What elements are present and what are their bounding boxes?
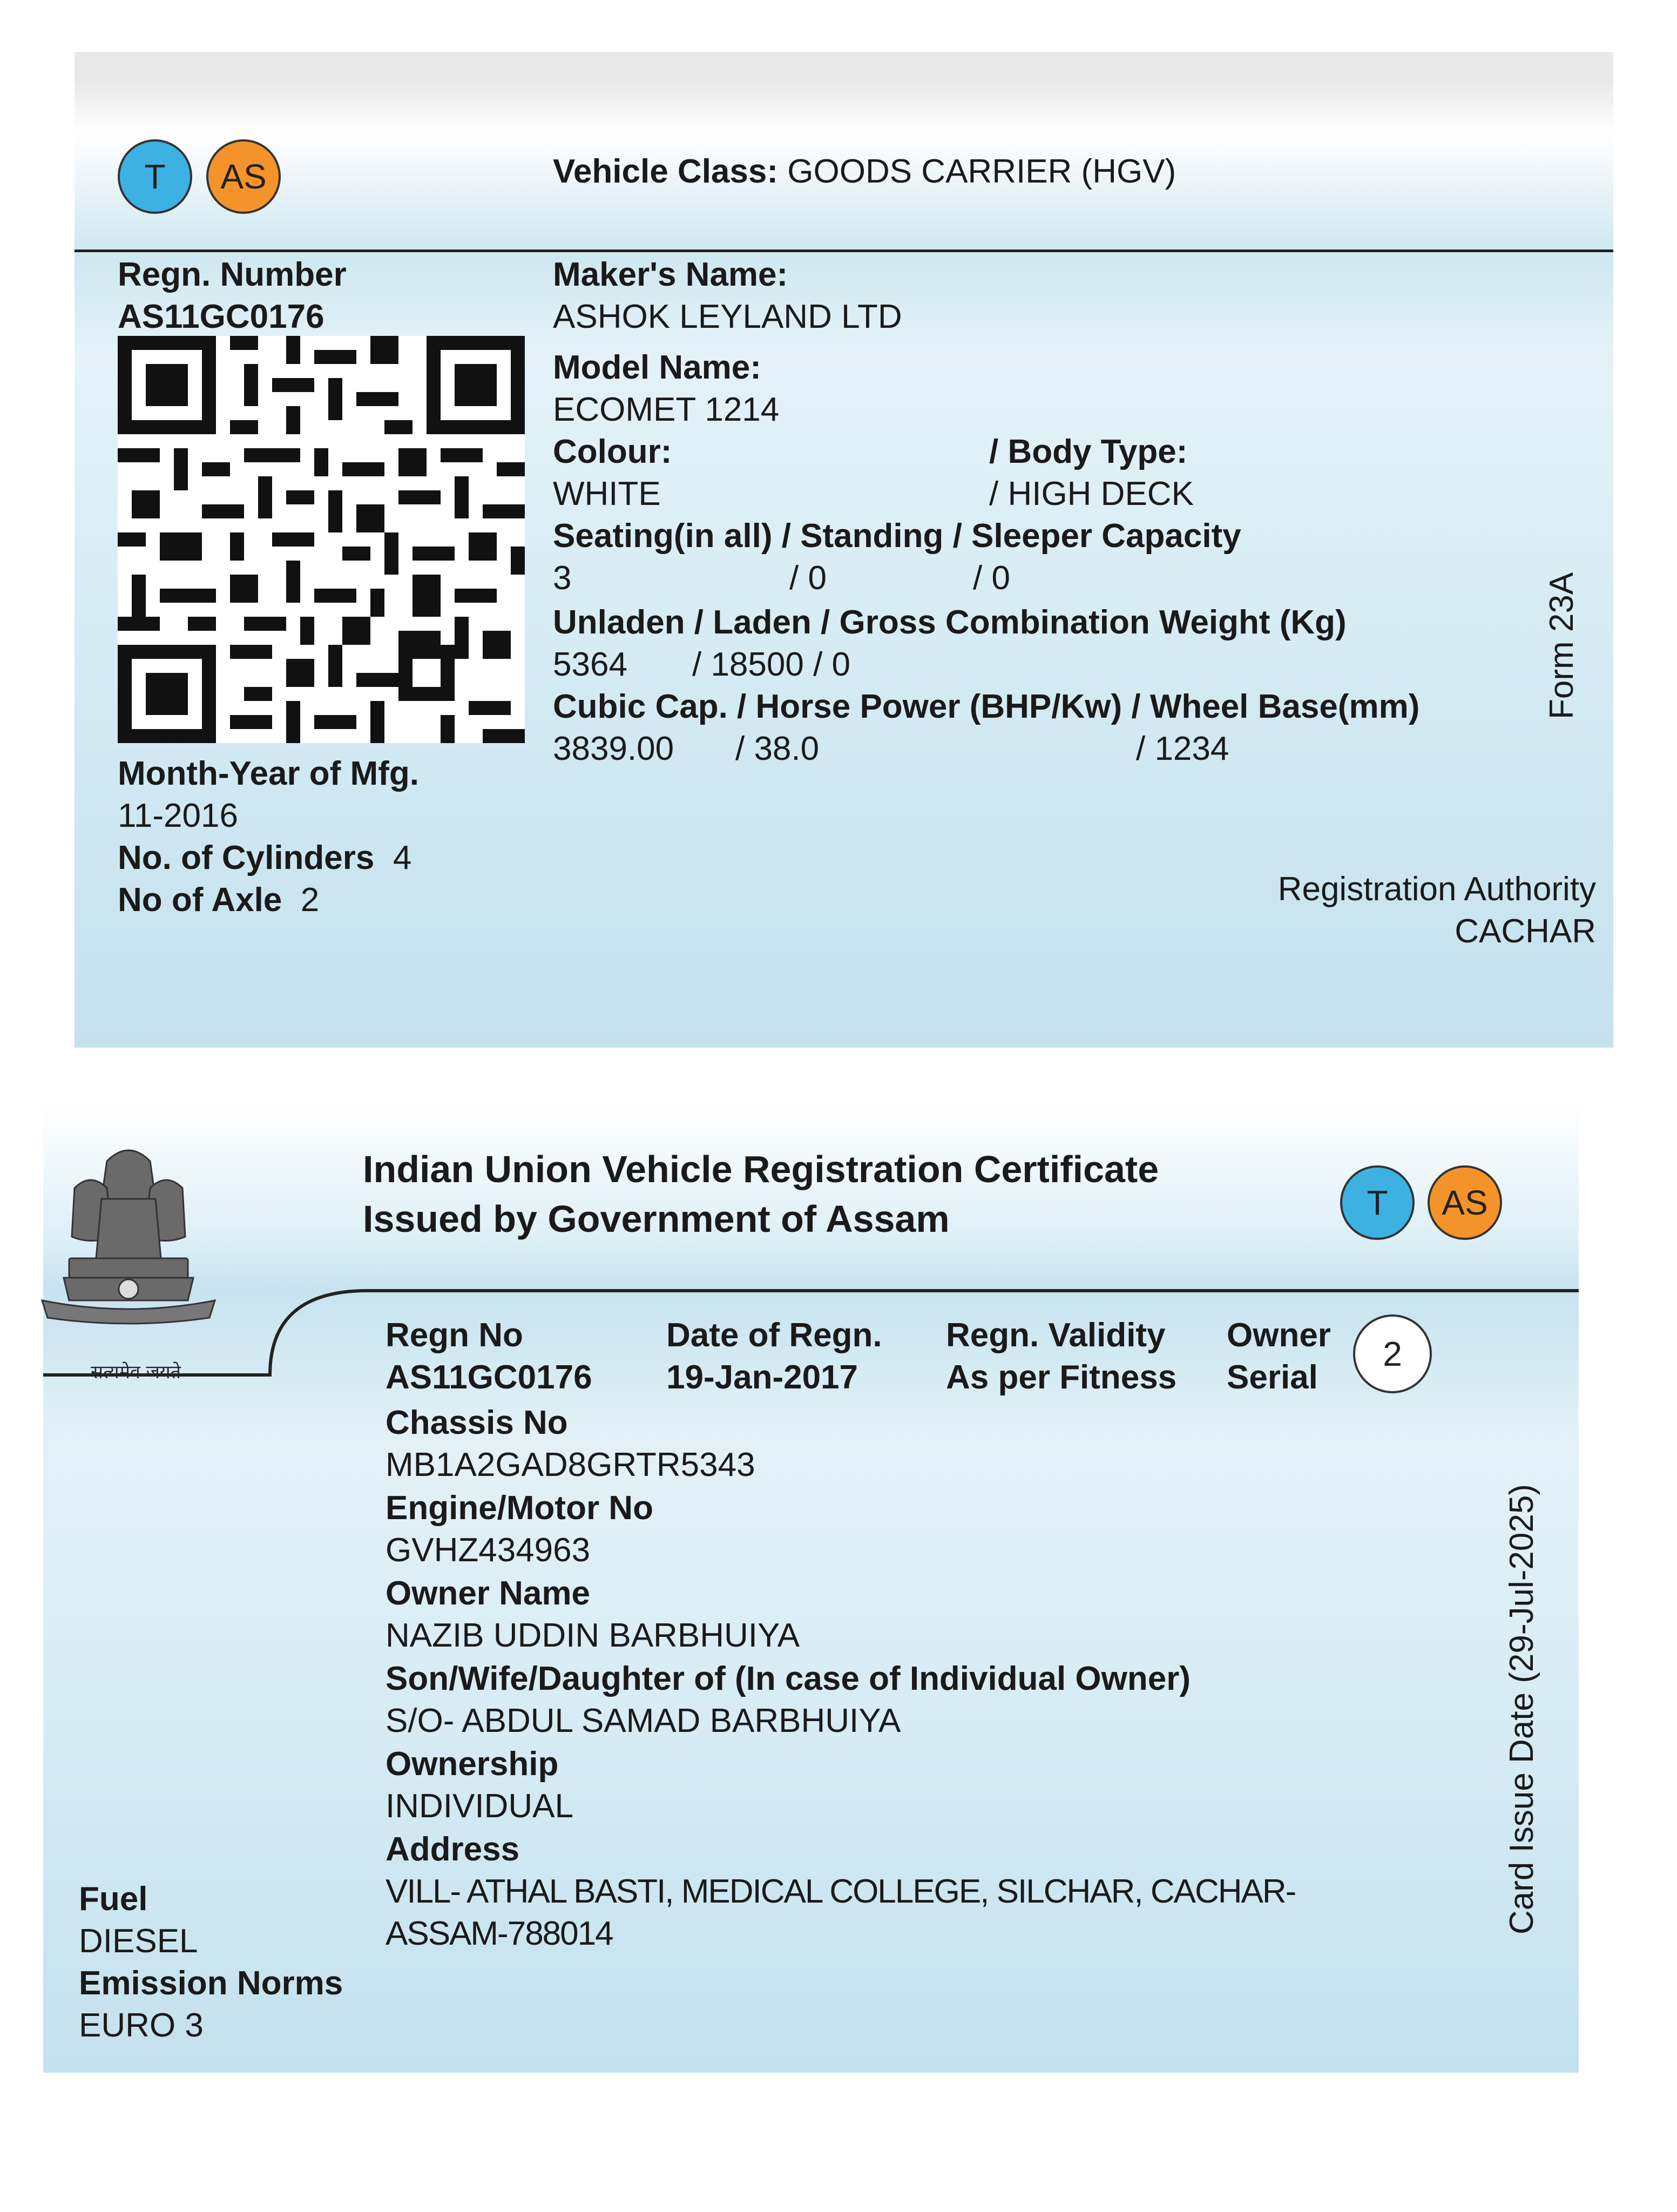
address-label: Address (386, 1831, 520, 1868)
emission-label: Emission Norms (79, 1965, 343, 2002)
owner-serial-label-line1: Owner (1227, 1317, 1331, 1354)
vehicle-class (553, 152, 1176, 191)
model-name-label: Model Name: (553, 349, 761, 386)
standing-value: / 0 (789, 559, 827, 597)
regn-validity-label: Regn. Validity (946, 1317, 1166, 1354)
owner-serial-value: 2 (1353, 1314, 1432, 1393)
makers-name-value: ASHOK LEYLAND LTD (553, 298, 902, 335)
regn-number-value: AS11GC0176 (118, 298, 324, 335)
ownership-value: INDIVIDUAL (386, 1788, 573, 1825)
qr-code (118, 336, 525, 743)
badge-as: AS (1428, 1165, 1502, 1240)
vehicle-class-value: GOODS CARRIER (HGV) (787, 153, 1176, 190)
fuel-label: Fuel (79, 1880, 148, 1918)
engine-label: Engine/Motor No (386, 1489, 653, 1527)
emblem-motto: सत्यमेव जयते (91, 1361, 181, 1383)
cylinders-row (118, 841, 411, 875)
fuel-value: DIESEL (79, 1923, 198, 1960)
owner-serial-label-line2: Serial (1227, 1359, 1318, 1396)
header-divider (75, 249, 1613, 252)
body-type-label: / Body Type: (989, 433, 1188, 470)
cylinders-value: 4 (393, 839, 412, 876)
ownership-label: Ownership (386, 1745, 559, 1783)
registration-authority-value: CACHAR (1455, 913, 1596, 950)
horse-power-value: / 38.0 (735, 730, 820, 767)
cubic-cap-value: 3839.00 (553, 730, 674, 767)
owner-name-value: NAZIB UDDIN BARBHUIYA (386, 1617, 800, 1654)
model-name-value: ECOMET 1214 (553, 391, 780, 428)
date-of-regn-label: Date of Regn. (666, 1317, 882, 1354)
relation-value: S/O- ABDUL SAMAD BARBHUIYA (386, 1702, 901, 1739)
date-of-regn-value: 19-Jan-2017 (666, 1359, 858, 1396)
axle-row (118, 881, 320, 919)
chassis-label: Chassis No (386, 1404, 568, 1441)
form-label: Form 23A (1543, 572, 1580, 719)
unladen-value: 5364 (553, 646, 627, 683)
colour-value: WHITE (553, 475, 661, 512)
address-line2: ASSAM-788014 (386, 1915, 613, 1952)
wheel-base-value: / 1234 (1136, 730, 1229, 767)
vehicle-class-label: Vehicle Class: (553, 153, 779, 190)
mfg-value: 11-2016 (118, 797, 238, 834)
cylinders-label: No. of Cylinders (118, 839, 375, 876)
badge-t: T (1340, 1165, 1415, 1240)
sleeper-value: / 0 (973, 559, 1010, 597)
address-line1: VILL- ATHAL BASTI, MEDICAL COLLEGE, SILCHAR, CACHAR- (386, 1873, 1296, 1910)
regn-no-value: AS11GC0176 (386, 1359, 592, 1396)
chassis-value: MB1A2GAD8GRTR5343 (386, 1446, 755, 1483)
rc-front-card (43, 1106, 1579, 2073)
owner-name-label: Owner Name (386, 1575, 591, 1612)
makers-name-label: Maker's Name: (553, 256, 788, 293)
relation-label: Son/Wife/Daughter of (In case of Individual Owner) (386, 1660, 1191, 1697)
colour-label: Colour: (553, 433, 672, 470)
seating-value: 3 (553, 559, 572, 597)
regn-no-label: Regn No (386, 1317, 523, 1354)
cubic-label: Cubic Cap. / Horse Power (BHP/Kw) / Wheel Base(mm) (553, 688, 1420, 725)
card-issue-date: Card Issue Date (29-Jul-2025) (1503, 1484, 1540, 1934)
emission-value: EURO 3 (79, 2007, 204, 2044)
registration-authority-label: Registration Authority (1277, 871, 1596, 908)
axle-label: No of Axle (118, 881, 282, 919)
body-type-value: / HIGH DECK (989, 475, 1194, 512)
seating-label: Seating(in all) / Standing / Sleeper Capacity (553, 517, 1241, 555)
regn-number-label: Regn. Number (118, 256, 347, 293)
card-title-line2: Issued by Government of Assam (363, 1198, 950, 1240)
engine-value: GVHZ434963 (386, 1532, 591, 1569)
badge-t: T (118, 139, 192, 214)
weight-label: Unladen / Laden / Gross Combination Weight (Kg) (553, 604, 1347, 641)
regn-validity-value: As per Fitness (946, 1359, 1177, 1396)
mfg-label: Month-Year of Mfg. (118, 755, 419, 792)
card-title-line1: Indian Union Vehicle Registration Certificate (363, 1148, 1159, 1190)
axle-value: 2 (300, 881, 320, 919)
badge-as: AS (206, 139, 281, 214)
laden-gross-value: / 18500 / 0 (692, 646, 851, 683)
